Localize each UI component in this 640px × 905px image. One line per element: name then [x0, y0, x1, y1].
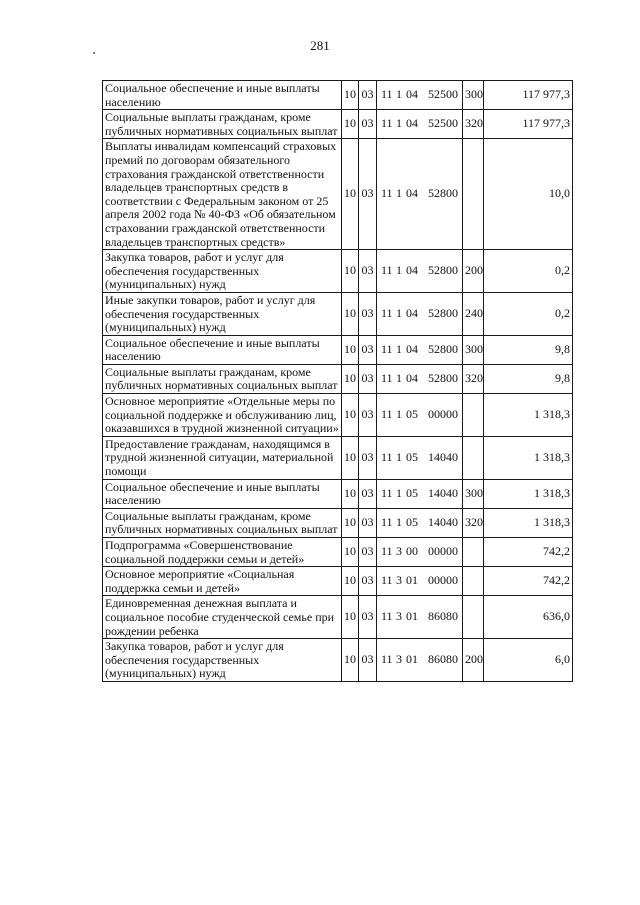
amount: 1 318,3 — [484, 508, 573, 537]
target-article-part: 05 — [406, 485, 418, 500]
section-code: 10 — [342, 436, 359, 479]
expense-type-code — [463, 538, 484, 567]
subsection-code: 03 — [359, 479, 377, 508]
target-article-part: 11 — [381, 407, 393, 422]
subsection-code: 03 — [359, 436, 377, 479]
target-article-part: 52500 — [428, 116, 458, 131]
amount: 742,2 — [484, 567, 573, 596]
subsection-code: 03 — [359, 139, 377, 250]
section-code: 10 — [342, 596, 359, 639]
table-row — [103, 81, 573, 110]
table-row — [103, 110, 573, 139]
target-article-code — [377, 538, 463, 567]
target-article-part: 01 — [406, 573, 418, 588]
target-article-part: 01 — [406, 609, 418, 624]
table-row — [103, 139, 573, 250]
expense-type-code — [463, 139, 484, 250]
subsection-code: 03 — [359, 508, 377, 537]
target-article-part: 11 — [381, 263, 393, 278]
target-article-part: 1 — [396, 186, 402, 201]
target-article-part: 11 — [381, 306, 393, 320]
section-code: 10 — [342, 508, 359, 537]
target-article-part: 04 — [406, 371, 418, 386]
target-article-part: 11 — [381, 449, 393, 464]
target-article-part: 05 — [406, 515, 418, 530]
item-name: Закупка товаров, работ и услуг для обеспечения государственных (муниципальных) нужд — [103, 639, 342, 682]
section-code: 10 — [342, 292, 359, 335]
target-article-part: 52800 — [428, 341, 458, 356]
table-row — [103, 292, 573, 335]
item-name: Предоставление гражданам, находящимся в трудной жизненной ситуации, материальной помощи — [103, 436, 342, 479]
target-article-part: 11 — [381, 573, 393, 588]
table-row — [103, 250, 573, 293]
target-article-part: 86080 — [428, 652, 458, 667]
target-article-part: 52800 — [428, 306, 458, 320]
target-article-part: 04 — [406, 306, 418, 320]
section-code: 10 — [342, 479, 359, 508]
target-article-part: 04 — [406, 341, 418, 356]
section-code: 10 — [342, 394, 359, 437]
target-article-part: 04 — [406, 263, 418, 278]
target-article-part: 3 — [396, 544, 402, 559]
target-article-code — [377, 139, 463, 250]
subsection-code: 03 — [359, 364, 377, 393]
section-code: 10 — [342, 110, 359, 139]
section-code: 10 — [342, 250, 359, 293]
expense-type-code: 320 — [463, 364, 484, 393]
amount: 6,0 — [484, 639, 573, 682]
item-name: Единовременная денежная выплата и социальное пособие студенческой семье при рождении ребенка — [103, 596, 342, 639]
item-name: Основное мероприятие «Отдельные меры по социальной поддержке и обслуживанию лиц, оказавшихся в трудной жизненной ситуации» — [103, 394, 342, 437]
item-name: Иные закупки товаров, работ и услуг для обеспечения государственных (муниципальных) нужд — [103, 292, 342, 335]
target-article-part: 04 — [406, 116, 418, 131]
target-article-code — [377, 639, 463, 682]
target-article-part: 04 — [406, 87, 418, 102]
target-article-code — [377, 596, 463, 639]
target-article-code — [377, 508, 463, 537]
target-article-code — [377, 292, 463, 335]
target-article-part: 11 — [381, 87, 393, 102]
target-article-part: 14040 — [428, 485, 458, 500]
section-code: 10 — [342, 639, 359, 682]
expense-type-code: 320 — [463, 508, 484, 537]
table-row — [103, 639, 573, 682]
expense-type-code: 300 — [463, 81, 484, 110]
item-name: Социальные выплаты гражданам, кроме публичных нормативных социальных выплат — [103, 508, 342, 537]
target-article-part: 3 — [396, 652, 402, 667]
amount: 636,0 — [484, 596, 573, 639]
expense-type-code — [463, 567, 484, 596]
target-article-part: 52800 — [428, 186, 458, 201]
target-article-part: 05 — [406, 407, 418, 422]
item-name: Социальные выплаты гражданам, кроме публичных нормативных социальных выплат — [103, 110, 342, 139]
target-article-part: 1 — [396, 263, 402, 278]
subsection-code: 03 — [359, 567, 377, 596]
target-article-code — [377, 567, 463, 596]
table-row — [103, 394, 573, 437]
table-row — [103, 596, 573, 639]
target-article-part: 1 — [396, 341, 402, 356]
expense-type-code: 200 — [463, 250, 484, 293]
page-number: 281 — [310, 38, 330, 53]
target-article-part: 14040 — [428, 449, 458, 464]
target-article-part: 00000 — [428, 573, 458, 588]
expense-type-code — [463, 436, 484, 479]
target-article-part: 1 — [396, 515, 402, 530]
subsection-code: 03 — [359, 596, 377, 639]
expense-type-code — [463, 394, 484, 437]
section-code: 10 — [342, 364, 359, 393]
table-row — [103, 364, 573, 393]
section-code: 10 — [342, 538, 359, 567]
amount: 9,8 — [484, 335, 573, 364]
subsection-code: 03 — [359, 335, 377, 364]
target-article-code — [377, 394, 463, 437]
expense-type-code: 300 — [463, 335, 484, 364]
target-article-part: 1 — [396, 449, 402, 464]
amount: 1 318,3 — [484, 436, 573, 479]
target-article-part: 1 — [396, 371, 402, 386]
item-name: Выплаты инвалидам компенсаций страховых премий по договорам обязательного страхования гражданской ответственности владельцев транспортных средств в соответствии с Федеральным законом от 25 апреля 2002 года № 40-ФЗ «Об обязательном страховании гражданской ответственности владельцев транспортных средств» — [103, 139, 342, 250]
target-article-part: 11 — [381, 186, 393, 201]
target-article-part: 1 — [396, 485, 402, 500]
item-name: Социальное обеспечение и иные выплаты населению — [103, 479, 342, 508]
target-article-part: 04 — [406, 186, 418, 201]
item-name: Основное мероприятие «Социальная поддержка семьи и детей» — [103, 567, 342, 596]
amount: 1 318,3 — [484, 479, 573, 508]
target-article-code — [377, 335, 463, 364]
section-code: 10 — [342, 567, 359, 596]
item-name: Социальное обеспечение и иные выплаты населению — [103, 81, 342, 110]
target-article-part: 14040 — [428, 515, 458, 530]
subsection-code: 03 — [359, 250, 377, 293]
expense-type-code — [463, 596, 484, 639]
target-article-code — [377, 250, 463, 293]
target-article-part: 11 — [381, 652, 393, 667]
expense-type-code: 200 — [463, 639, 484, 682]
target-article-part: 52800 — [428, 263, 458, 278]
amount: 742,2 — [484, 538, 573, 567]
scan-speck — [93, 52, 95, 54]
target-article-code — [377, 364, 463, 393]
target-article-part: 1 — [396, 407, 402, 422]
target-article-part: 00000 — [428, 544, 458, 559]
target-article-code — [377, 110, 463, 139]
target-article-part: 11 — [381, 341, 393, 356]
item-name: Закупка товаров, работ и услуг для обеспечения государственных (муниципальных) нужд — [103, 250, 342, 293]
budget-table-body — [103, 81, 573, 682]
subsection-code: 03 — [359, 538, 377, 567]
target-article-part: 11 — [381, 544, 393, 559]
section-code: 10 — [342, 335, 359, 364]
target-article-code — [377, 479, 463, 508]
target-article-part: 01 — [406, 652, 418, 667]
subsection-code: 03 — [359, 394, 377, 437]
item-name: Социальное обеспечение и иные выплаты населению — [103, 335, 342, 364]
expense-type-code: 320 — [463, 110, 484, 139]
table-row — [103, 538, 573, 567]
target-article-part: 86080 — [428, 609, 458, 624]
target-article-part: 00 — [406, 544, 418, 559]
subsection-code: 03 — [359, 81, 377, 110]
item-name: Социальные выплаты гражданам, кроме публичных нормативных социальных выплат — [103, 364, 342, 393]
table-row — [103, 335, 573, 364]
section-code: 10 — [342, 81, 359, 110]
amount: 117 977,3 — [484, 110, 573, 139]
table-row — [103, 567, 573, 596]
target-article-part: 52800 — [428, 371, 458, 386]
table-row — [103, 436, 573, 479]
target-article-code — [377, 81, 463, 110]
amount: 117 977,3 — [484, 81, 573, 110]
subsection-code: 03 — [359, 292, 377, 335]
expense-type-code: 300 — [463, 479, 484, 508]
amount: 0,2 — [484, 250, 573, 293]
amount: 9,8 — [484, 364, 573, 393]
target-article-part: 1 — [396, 116, 402, 131]
target-article-part: 11 — [381, 485, 393, 500]
target-article-part: 52500 — [428, 87, 458, 102]
target-article-part: 11 — [381, 515, 393, 530]
target-article-part: 11 — [381, 116, 393, 131]
item-name: Подпрограмма «Совершенствование социальной поддержки семьи и детей» — [103, 538, 342, 567]
expense-type-code: 240 — [463, 292, 484, 335]
target-article-part: 1 — [396, 306, 402, 320]
target-article-part: 11 — [381, 609, 393, 624]
section-code: 10 — [342, 139, 359, 250]
subsection-code: 03 — [359, 639, 377, 682]
table-row — [103, 508, 573, 537]
budget-table — [102, 80, 573, 682]
target-article-part: 3 — [396, 573, 402, 588]
target-article-part: 05 — [406, 449, 418, 464]
amount: 1 318,3 — [484, 394, 573, 437]
amount: 0,2 — [484, 292, 573, 335]
target-article-code — [377, 436, 463, 479]
target-article-part: 11 — [381, 371, 393, 386]
subsection-code: 03 — [359, 110, 377, 139]
target-article-part: 1 — [396, 87, 402, 102]
target-article-part: 3 — [396, 609, 402, 624]
amount: 10,0 — [484, 139, 573, 250]
target-article-part: 00000 — [428, 407, 458, 422]
table-row — [103, 479, 573, 508]
